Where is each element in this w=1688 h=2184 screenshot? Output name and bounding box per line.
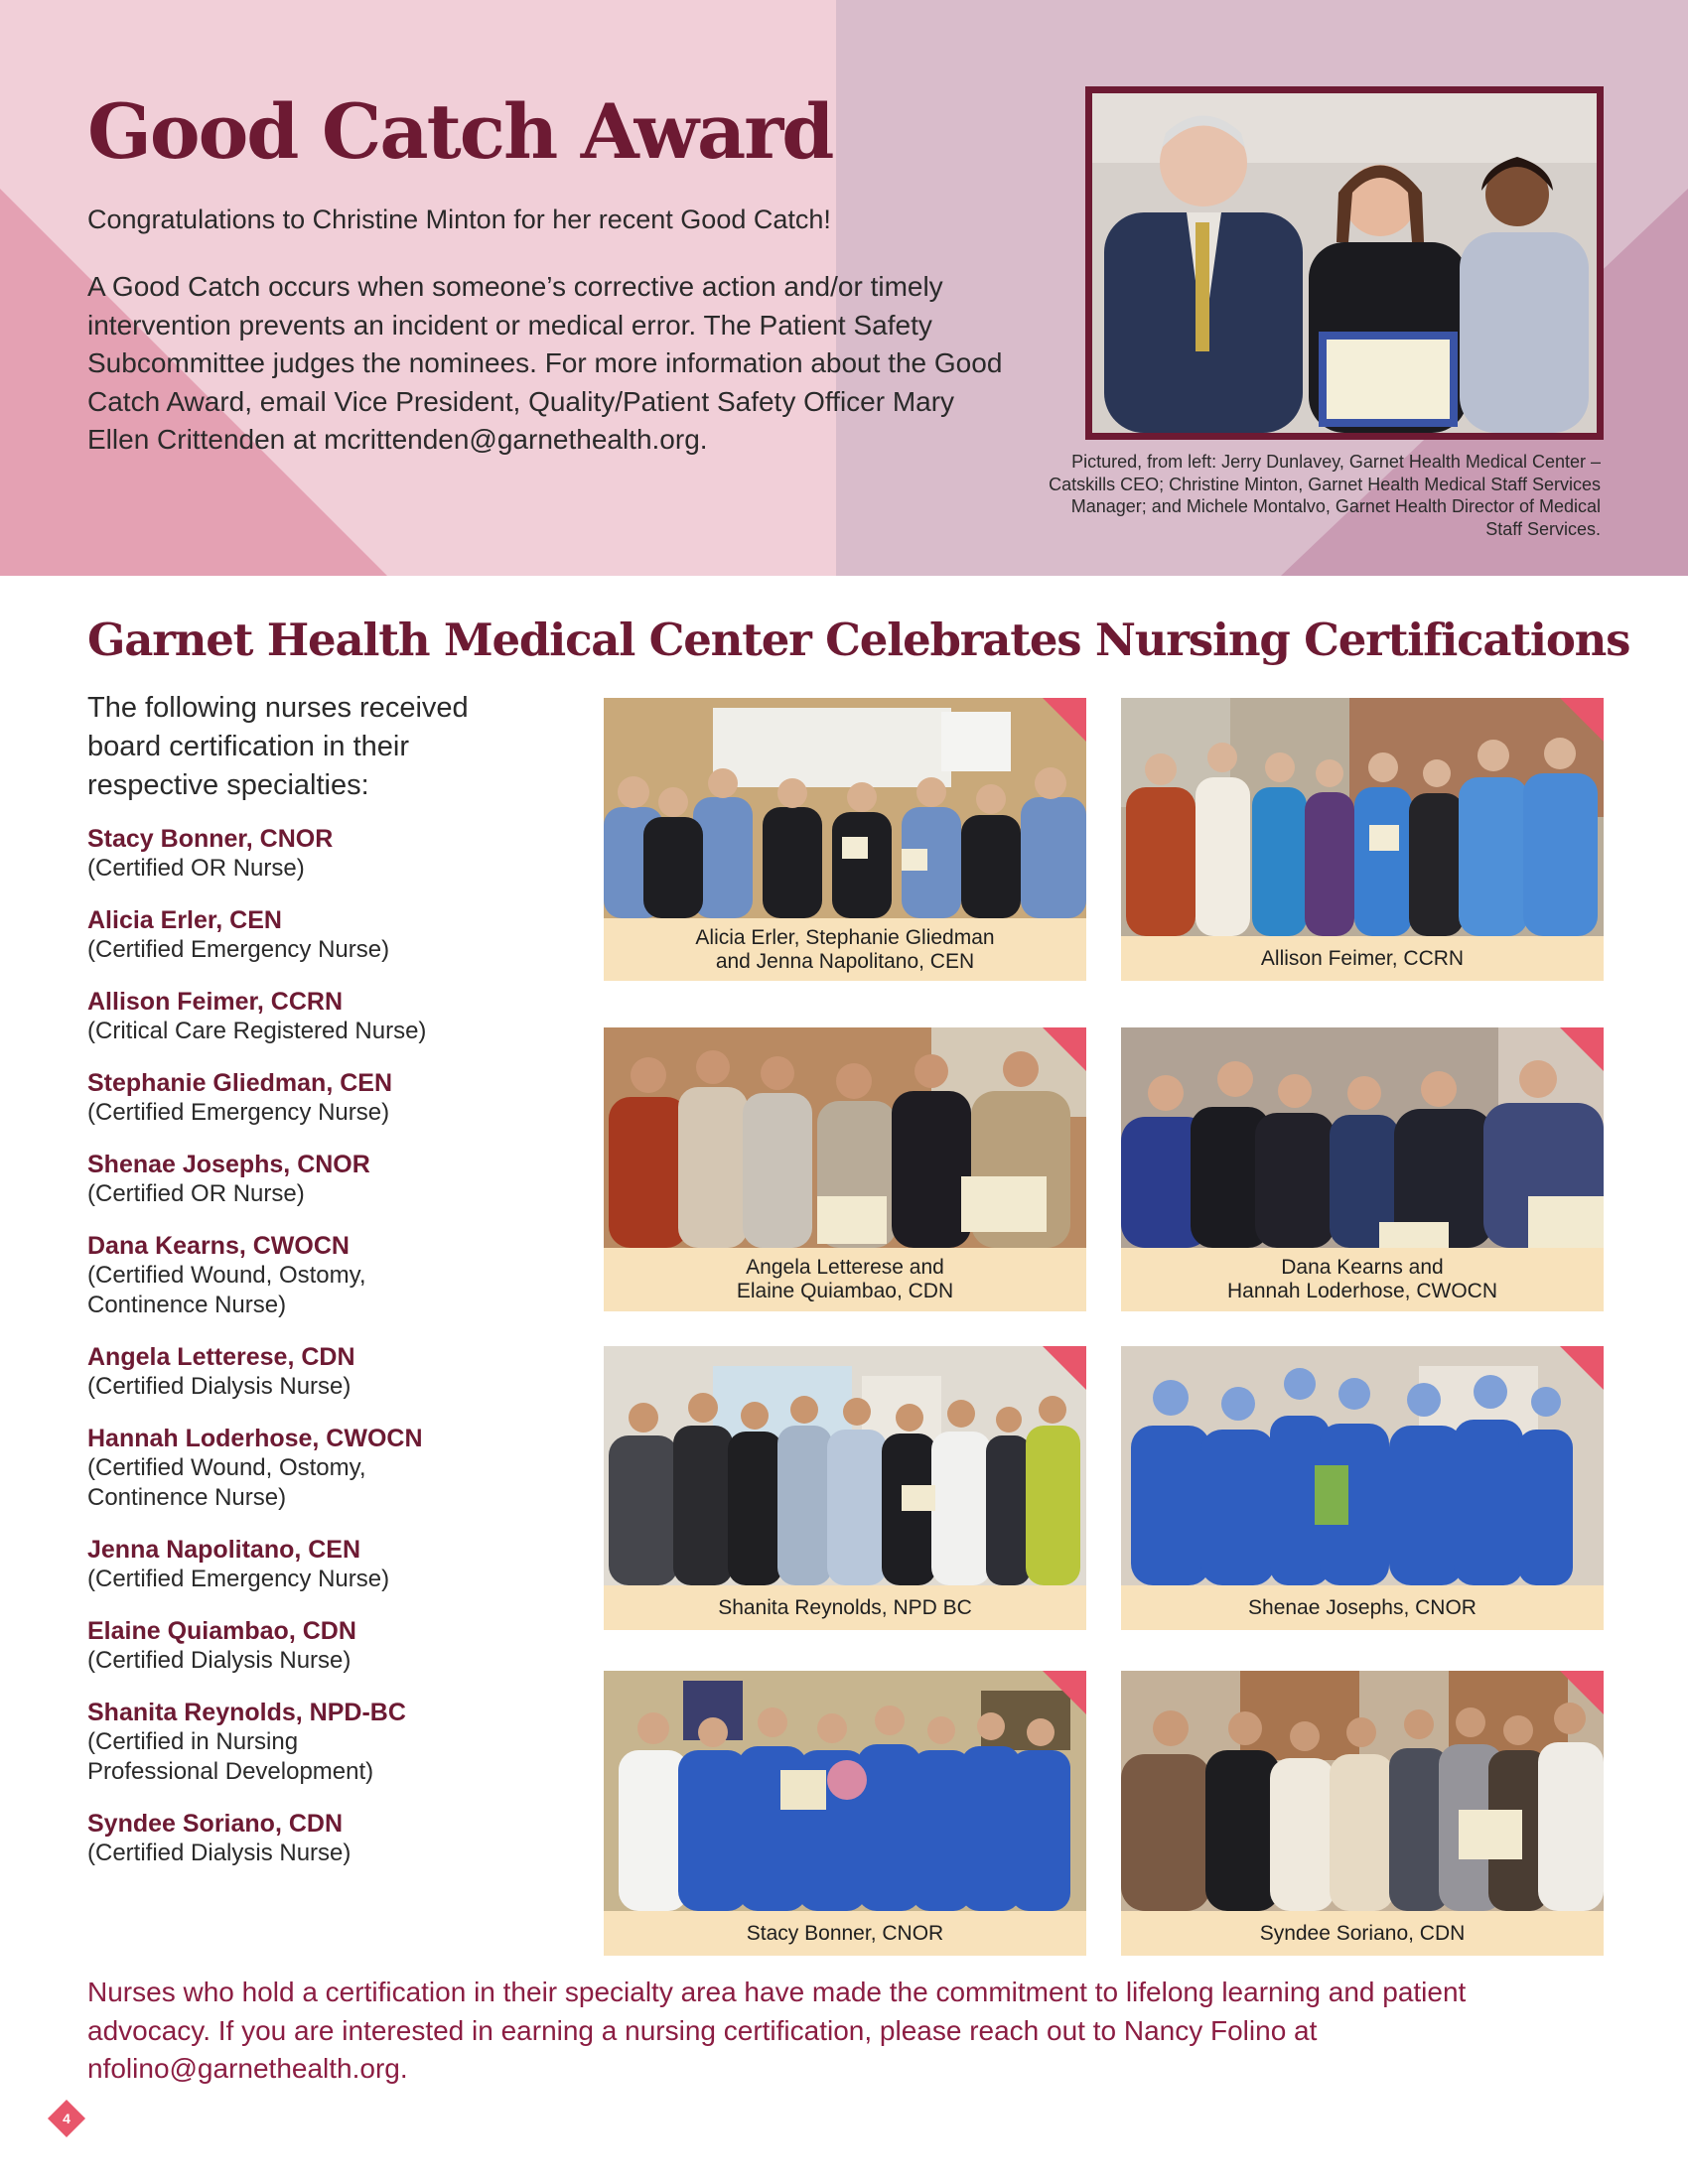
- congratulations-text: Congratulations to Christine Minton for her recent Good Catch!: [87, 205, 831, 234]
- group-photo-image: [1121, 1027, 1604, 1248]
- nurse-specialty: (Certified Wound, Ostomy, Continence Nurse): [87, 1454, 366, 1511]
- nurse-name: Dana Kearns, CWOCN: [87, 1232, 350, 1260]
- nurse-name: Hannah Loderhose, CWOCN: [87, 1425, 423, 1452]
- page-number: 4: [63, 2111, 70, 2126]
- group-photo: [1121, 1346, 1604, 1585]
- group-photo: [604, 1027, 1086, 1248]
- photo-card-reynolds: [604, 1346, 1086, 1630]
- list-item: [87, 1342, 584, 1402]
- list-item: [87, 1424, 584, 1513]
- list-item: [87, 1231, 584, 1320]
- award-photo-image: [1092, 93, 1597, 433]
- photo-caption: Dana Kearns and Hannah Loderhose, CWOCN: [1227, 1256, 1497, 1302]
- photo-card-letterese-quiambao: [604, 1027, 1086, 1311]
- page-title: Good Catch Award: [87, 87, 833, 176]
- group-photo: [604, 698, 1086, 918]
- nurse-specialty: (Certified Dialysis Nurse): [87, 1647, 352, 1674]
- group-photo-image: [604, 698, 1086, 918]
- nurse-specialty: (Certified Dialysis Nurse): [87, 1373, 352, 1400]
- nurse-name: Alicia Erler, CEN: [87, 906, 282, 934]
- nurse-name: Jenna Napolitano, CEN: [87, 1536, 361, 1564]
- corner-accent: [1560, 1027, 1604, 1071]
- photo-card-josephs: [1121, 1346, 1604, 1630]
- group-photo: [604, 1346, 1086, 1585]
- list-item: [87, 1698, 584, 1787]
- photo-card-feimer: [1121, 698, 1604, 981]
- nurse-specialty: (Certified Wound, Ostomy, Continence Nurse): [87, 1262, 366, 1318]
- photo-caption: Shanita Reynolds, NPD BC: [718, 1595, 972, 1619]
- nurse-specialty: (Certified OR Nurse): [87, 855, 305, 882]
- photo-caption: Allison Feimer, CCRN: [1260, 946, 1465, 970]
- corner-accent: [1560, 1346, 1604, 1390]
- certification-callout: Nurses who hold a certification in their specialty area have made the commitment to lifelong learning and patient advocacy. If you are interested in earning a nursing certification, please reach out to Nancy Folino at nfolino@garnethealth.org.: [87, 1977, 1467, 2084]
- nurse-specialty: (Certified Emergency Nurse): [87, 1566, 390, 1592]
- nurse-name: Shenae Josephs, CNOR: [87, 1151, 370, 1178]
- list-item: [87, 905, 584, 965]
- nurse-name: Stephanie Gliedman, CEN: [87, 1069, 393, 1097]
- nurse-specialty: (Critical Care Registered Nurse): [87, 1018, 427, 1044]
- photo-caption: Syndee Soriano, CDN: [1259, 1921, 1466, 1945]
- list-item: [87, 1068, 584, 1128]
- photo-caption: Stacy Bonner, CNOR: [746, 1921, 944, 1945]
- group-photo-image: [1121, 1671, 1604, 1911]
- nurse-specialty: (Certified Emergency Nurse): [87, 1099, 390, 1126]
- nurse-name: Angela Letterese, CDN: [87, 1343, 355, 1371]
- photo-caption: Alicia Erler, Stephanie Gliedman and Jenna Napolitano, CEN: [695, 925, 995, 973]
- group-photo: [1121, 698, 1604, 936]
- list-item: [87, 1150, 584, 1209]
- award-photo: [1085, 86, 1604, 440]
- nurse-specialty: (Certified Emergency Nurse): [87, 936, 390, 963]
- corner-accent: [1560, 698, 1604, 742]
- nurse-name: Elaine Quiambao, CDN: [87, 1617, 356, 1645]
- photo-card-erler-gliedman-napolitano: [604, 698, 1086, 981]
- photo-card-soriano: [1121, 1671, 1604, 1956]
- group-photo-image: [1121, 698, 1604, 936]
- photo-caption: Angela Letterese and Elaine Quiambao, CDN: [736, 1256, 954, 1302]
- photo-caption: Shenae Josephs, CNOR: [1248, 1595, 1477, 1619]
- award-photo-caption: Pictured, from left: Jerry Dunlavey, Garnet Health Medical Center – Catskills CEO; Christine Minton, Garnet Health Medical Staff Services Manager; and Michele Montalvo, Garnet Health Director of Medical Staff Services.: [1049, 452, 1601, 539]
- photo-card-bonner: [604, 1671, 1086, 1956]
- corner-accent: [1043, 698, 1086, 742]
- nurse-list: [87, 824, 584, 1890]
- list-item: [87, 824, 584, 884]
- corner-accent: [1043, 1346, 1086, 1390]
- corner-accent: [1043, 1671, 1086, 1714]
- nurse-specialty: (Certified in Nursing Professional Development): [87, 1728, 374, 1785]
- good-catch-banner: [0, 0, 1688, 576]
- group-photo-image: [604, 1027, 1086, 1248]
- nurse-name: Stacy Bonner, CNOR: [87, 825, 334, 853]
- nurse-specialty: (Certified OR Nurse): [87, 1180, 305, 1207]
- list-item: [87, 987, 584, 1046]
- list-item: [87, 1616, 584, 1676]
- section-lead: The following nurses received board certification in their respective specialties:: [87, 692, 469, 801]
- good-catch-description: A Good Catch occurs when someone’s corrective action and/or timely intervention prevents an incident or medical error. The Patient Safety Subcommittee judges the nominees. For more information about the Good Catch Award, email Vice President, Quality/Patient Safety Officer Mary Ellen Crittenden at mcrittenden@garnethealth.org.: [87, 271, 1003, 455]
- nurse-name: Allison Feimer, CCRN: [87, 988, 343, 1016]
- list-item: [87, 1809, 584, 1868]
- nurse-name: Syndee Soriano, CDN: [87, 1810, 343, 1838]
- group-photo-image: [1121, 1346, 1604, 1585]
- group-photo-image: [604, 1671, 1086, 1911]
- corner-accent: [1560, 1671, 1604, 1714]
- group-photo: [1121, 1027, 1604, 1248]
- group-photo-image: [604, 1346, 1086, 1585]
- section-title: Garnet Health Medical Center Celebrates Nursing Certifications: [87, 614, 1630, 666]
- photo-card-kearns-loderhose: [1121, 1027, 1604, 1311]
- nurse-name: Shanita Reynolds, NPD-BC: [87, 1699, 406, 1726]
- nurse-specialty: (Certified Dialysis Nurse): [87, 1840, 352, 1866]
- group-photo: [604, 1671, 1086, 1911]
- list-item: [87, 1535, 584, 1594]
- group-photo: [1121, 1671, 1604, 1911]
- corner-accent: [1043, 1027, 1086, 1071]
